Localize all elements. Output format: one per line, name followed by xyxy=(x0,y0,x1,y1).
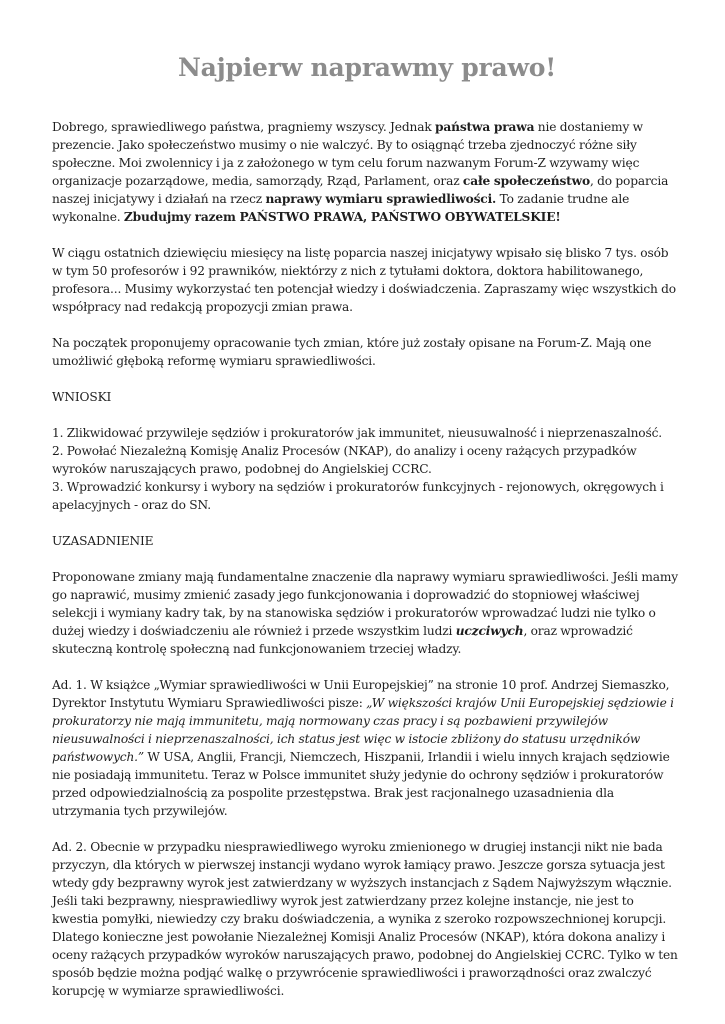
support-paragraph: W ciągu ostatnich dziewięciu miesięcy na listę poparcia naszej inicjatywy wpisało się blisko 7 tys. osób w tym 50 profesorów i 92 prawników, niektórzy z nich z tytułami doktora, doktora habilitowanego, profesora... Musimy wykorzystać ten potencjał wiedzy i doświadczenia. Zapraszamy więc wszystkich do współpracy nad redakcją propozycji zmian prawa. xyxy=(52,246,676,314)
intro-paragraph xyxy=(52,118,682,226)
proposal-paragraph: Na początek proponujemy opracowanie tych zmian, które już zostały opisane na Forum-Z. Mają one umożliwić głęboką reformę wymiaru sprawiedliwości. xyxy=(52,336,652,368)
conclusion-item-2: 2. Powołać Niezależną Komisję Analiz Procesów (NKAP), do analizy i oceny rażących przypadków wyroków naruszających prawo, podobnej do Angielskiej CCRC. xyxy=(52,444,637,476)
conclusions-list xyxy=(52,424,682,514)
ad1-text-2: W USA, Anglii, Francji, Niemczech, Hiszpanii, Irlandii i wielu innych krajach sędziowie nie posiadają immunitetu. Teraz w Polsce immunitet służy jedynie do ochrony sędziów i prokuratorów przed odpowiedzialnością za pospolite przestępstwa. Brak jest racjonalnego uzasadnienia dla utrzymania tych przywilejów. xyxy=(52,750,670,818)
intro-text-4: To zadanie trudne ale wykonalne. xyxy=(52,192,630,224)
intro-bold-1: państwa prawa xyxy=(434,120,535,134)
intro-bold-3: naprawy wymiaru sprawiedliwości. xyxy=(265,192,497,206)
justification-heading: UZASADNIENIE xyxy=(52,534,154,548)
justification-text-2: , oraz wprowadzić skuteczną kontrolę społeczną nad funkcjonowaniem trzeciej władzy. xyxy=(52,624,633,656)
conclusion-item-1: 1. Zlikwidować przywileje sędziów i prokuratorów jak immunitet, nieusuwalność i nieprzenaszalność. xyxy=(52,426,662,440)
document-page xyxy=(52,52,682,1000)
page-title: Najpierw naprawmy prawo! xyxy=(177,53,557,82)
ad2-paragraph: Ad. 2. Obecnie w przypadku niesprawiedliwego wyroku zmienionego w drugiej instancji nikt nie bada przyczyn, dla których w pierwszej instancji wydano wyrok łamiący prawo. Jeszcze gorsza sytuacja jest wtedy gdy bezprawny wyrok jest zatwierdzany w wyższych instancjach z Sądem Najwyższym włącznie. Jeśli taki bezprawny, niesprawiedliwy wyrok jest zatwierdzany przez kolejne instancje, nie jest to kwestia pomyłki, niewiedzy czy braku doświadczenia, a wynika z szeroko rozpowszechnionej korupcji. Dlatego konieczne jest powołanie Niezależnej Komisji Analiz Procesów (NKAP), która dokona analizy i oceny rażących przypadków wyroków naruszających prawo, podobnej do Angielskiej CCRC. Tylko w ten sposób będzie można podjąć walkę o przywrócenie sprawiedliwości i praworządności oraz zwalczyć korupcję w wymiarze sprawiedliwości. xyxy=(52,840,678,998)
justification-paragraph xyxy=(52,568,682,658)
justification-bold-italic xyxy=(456,624,524,638)
ad1-text-1: Ad. 1. W książce „Wymiar sprawiedliwości w Unii Europejskiej” na stronie 10 prof. Andrzej Siemaszko, Dyrektor Instytutu Wymiaru Sprawiedliwości pisze: xyxy=(52,678,670,710)
justification-text-1: Proponowane zmiany mają fundamentalne znaczenie dla naprawy wymiaru sprawiedliwości. Jeśli mamy go naprawić, musimy zmienić zasady jego funkcjonowania i doprowadzić do stopniowej właściwej selekcji i wymiany kadry tak, by na stanowiska sędziów i prokuratorów wprowadzać ludzi nie tylko o dużej wiedzy i doświadczeniu ale również i przede wszystkim ludzi xyxy=(52,570,678,638)
intro-text-2: nie dostaniemy w prezencie. Jako społeczeństwo musimy o nie walczyć. By to osiągnąć trzeba zjednoczyć różne siły społeczne. Moi zwolennicy i ja z założonego w tym celu forum nazwanym Forum-Z wzywamy więc organizacje pozarządowe, media, samorządy, Rząd, Parlament, oraz xyxy=(52,120,643,188)
ad1-quote: „W większości krajów Unii Europejskiej sędziowie i prokuratorzy nie mają immunitetu, mają normowany czas pracy i są pozbawieni przywilejów nieusuwalności i nieprzenaszalności, ich status jest więc w istocie zbliżony do statusu urzędników państwowych.” xyxy=(52,696,674,764)
justification-emphasis: uczciwych xyxy=(455,624,524,638)
intro-text-1: Dobrego, sprawiedliwego państwa, pragniemy wszyscy. Jednak xyxy=(52,120,435,134)
intro-text-3: , do poparcia naszej inicjatywy i działań na rzecz xyxy=(52,174,669,206)
conclusions-heading: WNIOSKI xyxy=(52,390,112,404)
ad1-paragraph xyxy=(52,676,682,820)
conclusion-item-3: 3. Wprowadzić konkursy i wybory na sędziów i prokuratorów funkcyjnych - rejonowych, okręgowych i apelacyjnych - oraz do SN. xyxy=(52,480,664,512)
intro-bold-2: całe społeczeństwo xyxy=(462,174,590,188)
intro-bold-4: Zbudujmy razem PAŃSTWO PRAWA, PAŃSTWO OBYWATELSKIE! xyxy=(123,210,561,224)
